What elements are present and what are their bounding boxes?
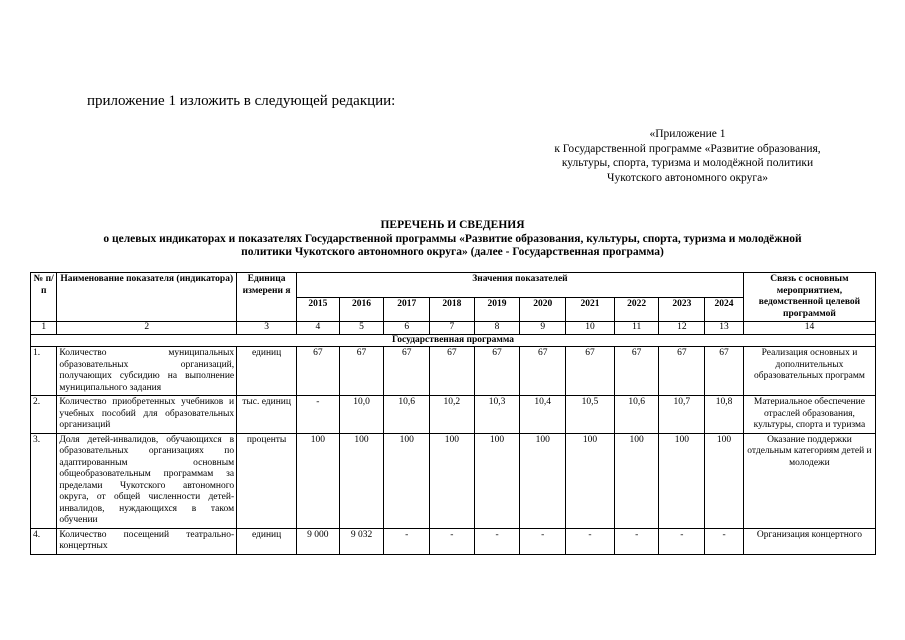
column-number: 7 — [430, 322, 475, 335]
row-value: 100 — [430, 433, 475, 528]
row-value: - — [384, 528, 430, 554]
year-cell: 2017 — [384, 297, 430, 322]
appendix-line: культуры, спорта, туризма и молодёжной политики — [561, 157, 814, 169]
column-number: 8 — [474, 322, 520, 335]
header-values: Значения показателей — [297, 273, 744, 298]
row-num: 2. — [31, 396, 57, 434]
row-value: 10,3 — [474, 396, 520, 434]
row-value: - — [474, 528, 520, 554]
row-value: - — [614, 528, 659, 554]
row-link: Материальное обеспечение отраслей образования, культуры, спорта и туризма — [743, 396, 875, 434]
appendix-line: Чукотского автономного округа» — [607, 171, 768, 184]
column-numbers-row — [31, 322, 876, 335]
appendix-note — [515, 127, 860, 185]
year-cell: 2016 — [339, 297, 384, 322]
row-value: 10,6 — [614, 396, 659, 434]
title-main: ПЕРЕЧЕНЬ И СВЕДЕНИЯ — [380, 219, 525, 231]
row-value: - — [705, 528, 744, 554]
row-value: - — [520, 528, 566, 554]
row-value: 67 — [384, 347, 430, 396]
row-link: Реализация основных и дополнительных образовательных программ — [743, 347, 875, 396]
column-number: 14 — [743, 322, 875, 335]
row-value: 10,4 — [520, 396, 566, 434]
section-row — [31, 334, 876, 347]
row-value: 67 — [659, 347, 705, 396]
year-cell: 2023 — [659, 297, 705, 322]
section-title: Государственная программа — [31, 334, 876, 347]
header-num: № п/п — [31, 273, 57, 322]
column-number: 11 — [614, 322, 659, 335]
column-number: 12 — [659, 322, 705, 335]
column-number: 10 — [566, 322, 615, 335]
row-value: 9 032 — [339, 528, 384, 554]
table-row — [31, 433, 876, 528]
column-number: 6 — [384, 322, 430, 335]
row-num: 4. — [31, 528, 57, 554]
row-value: - — [430, 528, 475, 554]
row-name: Количество посещений театрально-концертных — [57, 528, 237, 554]
column-number: 2 — [57, 322, 237, 335]
row-name: Количество муниципальных образовательных организаций, получающих субсидию на выполнение муниципального задания — [57, 347, 237, 396]
column-number: 9 — [520, 322, 566, 335]
document-title — [30, 219, 875, 260]
row-value: 10,0 — [339, 396, 384, 434]
row-unit: единиц — [237, 347, 297, 396]
row-link: Оказание поддержки отдельным категориям детей и молодежи — [743, 433, 875, 528]
row-value: 100 — [339, 433, 384, 528]
row-value: 67 — [566, 347, 615, 396]
row-value: 100 — [705, 433, 744, 528]
row-value: 100 — [614, 433, 659, 528]
row-value: 67 — [297, 347, 340, 396]
row-value: 100 — [520, 433, 566, 528]
row-value: - — [566, 528, 615, 554]
row-value: 9 000 — [297, 528, 340, 554]
row-value: 100 — [566, 433, 615, 528]
row-value: 10,6 — [384, 396, 430, 434]
row-link: Организация концертного — [743, 528, 875, 554]
title-line: о целевых индикаторах и показателях Государственной программы «Развитие образования, культуры, спорта, туризма и молодёжной — [103, 232, 802, 245]
row-value: 100 — [474, 433, 520, 528]
intro-text: приложение 1 изложить в следующей редакции: — [87, 93, 396, 109]
indicators-table — [30, 272, 876, 555]
row-value: 10,2 — [430, 396, 475, 434]
row-value: - — [659, 528, 705, 554]
row-value: 100 — [297, 433, 340, 528]
column-number: 13 — [705, 322, 744, 335]
row-name: Доля детей-инвалидов, обучающихся в образовательных организациях по адаптированным основным общеобразовательным программам за пределами Чукотского автономного округа, от общей численности детей-инвалидов, нуждающихся в таком обучении — [57, 433, 237, 528]
title-line: политики Чукотского автономного округа» (далее - Государственная программа) — [241, 246, 664, 258]
row-unit: проценты — [237, 433, 297, 528]
row-value: 10,8 — [705, 396, 744, 434]
row-value: 67 — [430, 347, 475, 396]
header-row — [31, 273, 876, 298]
column-number: 4 — [297, 322, 340, 335]
row-name: Количество приобретенных учебников и учебных пособий для образовательных организаций — [57, 396, 237, 434]
header-link: Связь с основным мероприятием, ведомственной целевой программой — [743, 273, 875, 322]
header-unit: Единица измерени я — [237, 273, 297, 322]
row-value: 67 — [705, 347, 744, 396]
appendix-line: к Государственной программе «Развитие образования, — [554, 142, 821, 155]
row-value: 67 — [474, 347, 520, 396]
row-num: 1. — [31, 347, 57, 396]
column-number: 1 — [31, 322, 57, 335]
table-row — [31, 396, 876, 434]
row-num: 3. — [31, 433, 57, 528]
row-value: 67 — [520, 347, 566, 396]
column-number: 3 — [237, 322, 297, 335]
row-value: - — [297, 396, 340, 434]
row-value: 10,7 — [659, 396, 705, 434]
row-value: 100 — [659, 433, 705, 528]
row-value: 10,5 — [566, 396, 615, 434]
table-row — [31, 347, 876, 396]
row-value: 100 — [384, 433, 430, 528]
column-number: 5 — [339, 322, 384, 335]
year-cell: 2022 — [614, 297, 659, 322]
row-value: 67 — [339, 347, 384, 396]
header-name: Наименование показателя (индикатора) — [57, 273, 237, 322]
year-cell: 2021 — [566, 297, 615, 322]
row-unit: тыс. единиц — [237, 396, 297, 434]
appendix-line: «Приложение 1 — [649, 128, 726, 140]
year-cell: 2018 — [430, 297, 475, 322]
year-cell: 2015 — [297, 297, 340, 322]
year-cell: 2024 — [705, 297, 744, 322]
table-row — [31, 528, 876, 554]
year-cell: 2019 — [474, 297, 520, 322]
row-unit: единиц — [237, 528, 297, 554]
year-cell: 2020 — [520, 297, 566, 322]
row-value: 67 — [614, 347, 659, 396]
